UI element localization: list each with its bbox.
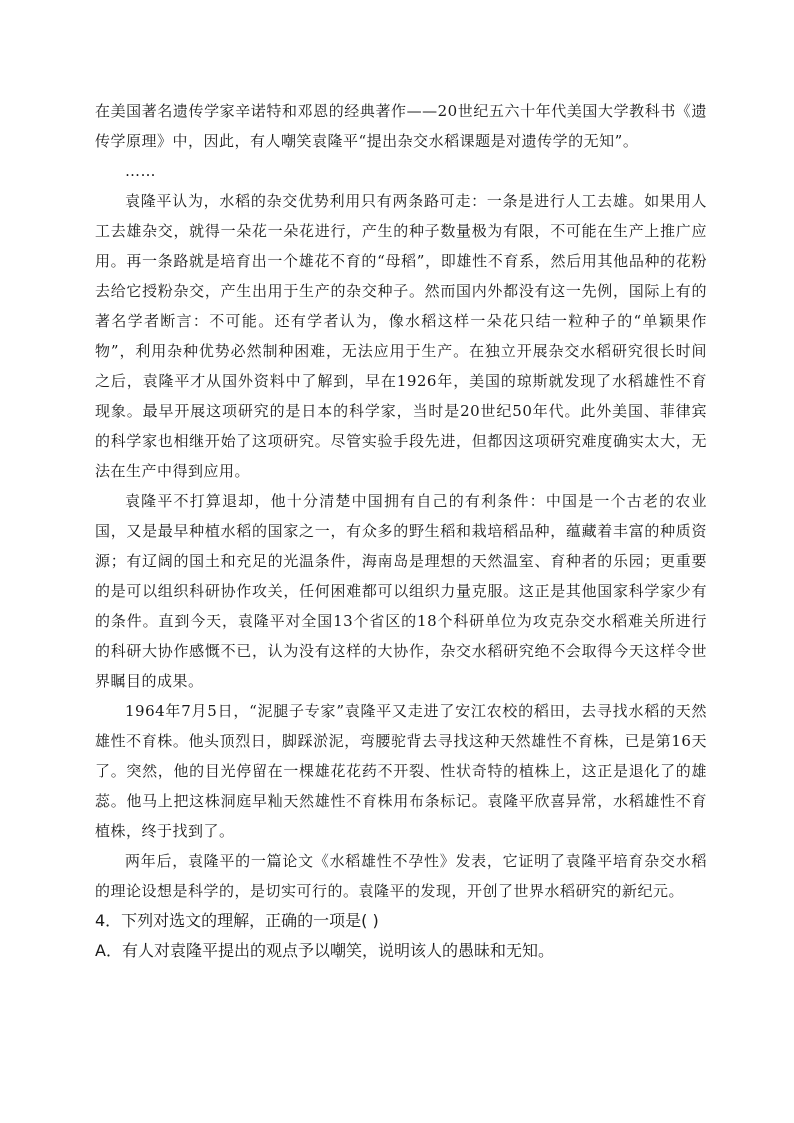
paragraph-5: 1964年7月5日，“泥腿子专家”袁隆平又走进了安江农校的稻田，去寻找水稻的天然雄性不育株。他头顶烈日，脚踩淤泥，弯腰驼背去寻找这种天然雄性不育株，已是第16天了。突然，他的目光停留在一棵雄花花药不开裂、性状奇特的植株上，这正是退化了的雄蕊。他马上把这株洞庭早籼天然雄性不育株用布条标记。袁隆平欣喜异常，水稻雄性不育植株，终于找到了。 bbox=[95, 702, 707, 840]
paragraph-3: 袁隆平认为，水稻的杂交优势利用只有两条路可走：一条是进行人工去雄。如果用人工去雄杂交，就得一朵花一朵花进行，产生的种子数量极为有限，不可能在生产上推广应用。再一条路就是培育出一个雄花不育的“母稻”，即雄性不育系，然后用其他品种的花粉去给它授粉杂交，产生出用于生产的杂交种子。然而国内外都没有这一先例，国际上有的著名学者断言：不可能。还有学者认为，像水稻这样一朵花只结一粒种子的“单颖果作物”，利用杂种优势必然制种困难，无法应用于生产。在独立开展杂交水稻研究很长时间之后，袁隆平才从国外资料中了解到，早在1926年，美国的琼斯就发现了水稻雄性不育现象。最早开展这项研究的是日本的科学家，当时是20世纪50年代。此外美国、菲律宾的科学家也相继开始了这项研究。尽管实验手段先进，但都因这项研究难度确实太大，无法在生产中得到应用。 bbox=[95, 192, 707, 480]
paragraph-4: 袁隆平不打算退却，他十分清楚中国拥有自己的有利条件：中国是一个古老的农业国，又是最早种植水稻的国家之一，有众多的野生稻和栽培稻品种，蕴藏着丰富的种质资源；有辽阔的国土和充足的光温条件，海南岛是理想的天然温室、育种者的乐园；更重要的是可以组织科研协作攻关，任何困难都可以组织力量克服。这正是其他国家科学家少有的条件。直到今天，袁隆平对全国13个省区的18个科研单位为攻克杂交水稻难关所进行的科研大协作感慨不已，认为没有这样的大协作，杂交水稻研究绝不会取得今天这样令世界瞩目的成果。 bbox=[95, 492, 707, 690]
question-option-a: A．有人对袁隆平提出的观点予以嘲笑，说明该人的愚昧和无知。 bbox=[95, 941, 554, 960]
paragraph-6: 两年后，袁隆平的一篇论文《水稻雄性不孕性》发表，它证明了袁隆平培育杂交水稻的理论设想是科学的，是切实可行的。袁隆平的发现，开创了世界水稻研究的新纪元。 bbox=[95, 852, 707, 900]
question-stem: 4．下列对选文的理解，正确的一项是( ) bbox=[95, 911, 379, 930]
document-body bbox=[95, 96, 707, 966]
paragraph-1: 在美国著名遗传学家辛诺特和邓恩的经典著作——20世纪五六十年代美国大学教科书《遗传学原理》中，因此，有人嘲笑袁隆平“提出杂交水稻课题是对遗传学的无知”。 bbox=[95, 102, 707, 150]
ellipsis-line: …… bbox=[125, 162, 156, 180]
